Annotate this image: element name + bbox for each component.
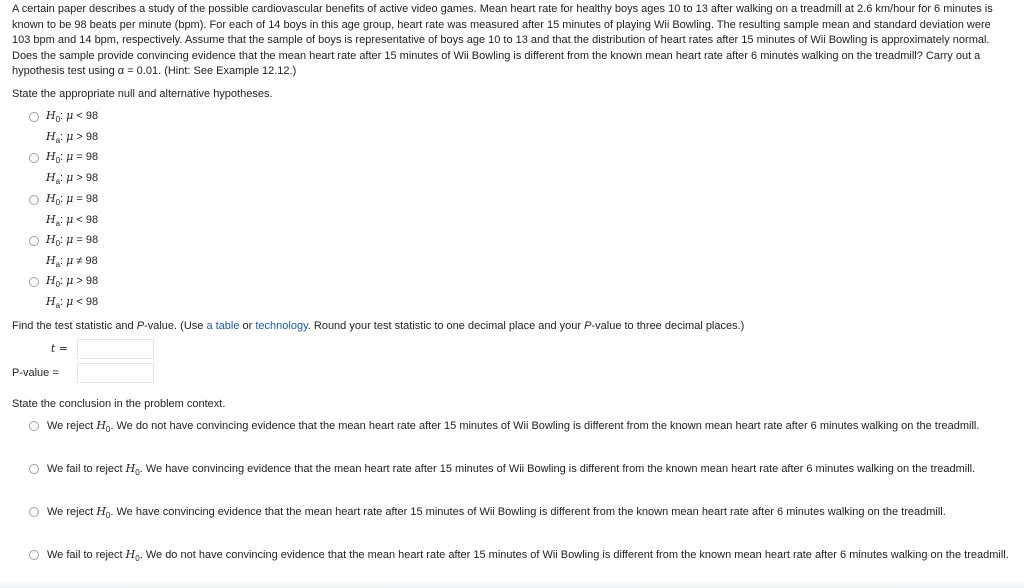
- test-statistic-prompt: Find the test statistic and P-value. (Use a table or technology. Round your test statistic to one decimal place and your P-value to three decimal places.): [12, 320, 745, 332]
- hypothesis-option-2-radio[interactable]: [29, 153, 39, 163]
- hypothesis-option-1-radio[interactable]: [29, 112, 39, 122]
- conclusion-option-3[interactable]: We reject $H_0$. We have convincing evidence that the mean heart rate after 15 minutes of Wii Bowling is different from the known mean heart rate after 6 minutes walking on the treadmill.: [47, 505, 946, 520]
- conclusion-prompt: State the conclusion in the problem context.: [12, 398, 226, 410]
- ha-relation: > 98: [76, 172, 99, 184]
- conclusion-option-3-radio[interactable]: [29, 507, 39, 517]
- hypothesis-option-4-radio[interactable]: [29, 236, 39, 246]
- conclusion-option-1[interactable]: We reject $H_0$. We do not have convincing evidence that the mean heart rate after 15 minutes of Wii Bowling is different from the known mean heart rate after 6 minutes walking on the treadmill.: [47, 419, 980, 434]
- p-value-input[interactable]: [77, 363, 154, 383]
- hypothesis-option-2[interactable]: $H_0$: μ = 98 $H_a$: μ > 98: [46, 150, 99, 186]
- h0-relation: < 98: [76, 110, 99, 122]
- ha-relation: ≠ 98: [76, 255, 98, 267]
- conclusion-option-2-radio[interactable]: [29, 464, 39, 474]
- ha-relation: > 98: [76, 131, 99, 143]
- technology-link[interactable]: technology: [255, 320, 308, 332]
- t-label: t =: [50, 342, 68, 355]
- conclusion-option-2[interactable]: We fail to reject $H_0$. We have convincing evidence that the mean heart rate after 15 minutes of Wii Bowling is different from the known mean heart rate after 6 minutes walking on the treadmill.: [47, 462, 976, 477]
- hypothesis-option-3-radio[interactable]: [29, 195, 39, 205]
- h0-relation: > 98: [76, 275, 99, 287]
- h0-relation: = 98: [76, 151, 99, 163]
- t-statistic-input[interactable]: [77, 339, 154, 359]
- bottom-fade: [0, 580, 1024, 588]
- hypothesis-option-4[interactable]: $H_0$: μ = 98 $H_a$: μ ≠ 98: [46, 233, 99, 269]
- conclusion-option-1-radio[interactable]: [29, 421, 39, 431]
- h0-relation: = 98: [76, 234, 99, 246]
- ha-relation: < 98: [76, 214, 99, 226]
- table-link[interactable]: a table: [206, 320, 240, 332]
- h0-relation: = 98: [76, 193, 99, 205]
- p-value-label: P-value =: [12, 367, 59, 379]
- hypotheses-prompt: State the appropriate null and alternative hypotheses.: [12, 88, 273, 100]
- hypothesis-option-1[interactable]: $H_0$: μ < 98 $H_a$: μ > 98: [46, 109, 99, 145]
- problem-statement: A certain paper describes a study of the possible cardiovascular benefits of active video games. Mean heart rate for healthy boys ages 10 to 13 after walking on a treadmill at 2.6 km/hour for 6 minutes is known to be 98 beats per minute (bpm). For each of 14 boys in this age group, heart rate was measured after 15 minutes of playing Wii Bowling. The resulting sample mean and standard deviation were 103 bpm and 14 bpm, respectively. Assume that the sample of boys is representative of boys age 10 to 13 and that the distribution of heart rates after 15 minutes of Wii Bowling is approximately normal. Does the sample provide convincing evidence that the mean heart rate after 15 minutes of Wii Bowling is different from the known mean heart rate after 6 minutes walking on the treadmill? Carry out a hypothesis test using α = 0.01. (Hint: See Example 12.12.): [12, 3, 993, 77]
- hypothesis-option-3[interactable]: $H_0$: μ = 98 $H_a$: μ < 98: [46, 192, 99, 228]
- hypothesis-option-5-radio[interactable]: [29, 277, 39, 287]
- ha-relation: < 98: [76, 296, 99, 308]
- conclusion-option-4[interactable]: We fail to reject $H_0$. We do not have convincing evidence that the mean heart rate after 15 minutes of Wii Bowling is different from the known mean heart rate after 6 minutes walking on the treadmill.: [47, 548, 1009, 563]
- hypothesis-option-5[interactable]: $H_0$: μ > 98 $H_a$: μ < 98: [46, 274, 99, 310]
- conclusion-option-4-radio[interactable]: [29, 550, 39, 560]
